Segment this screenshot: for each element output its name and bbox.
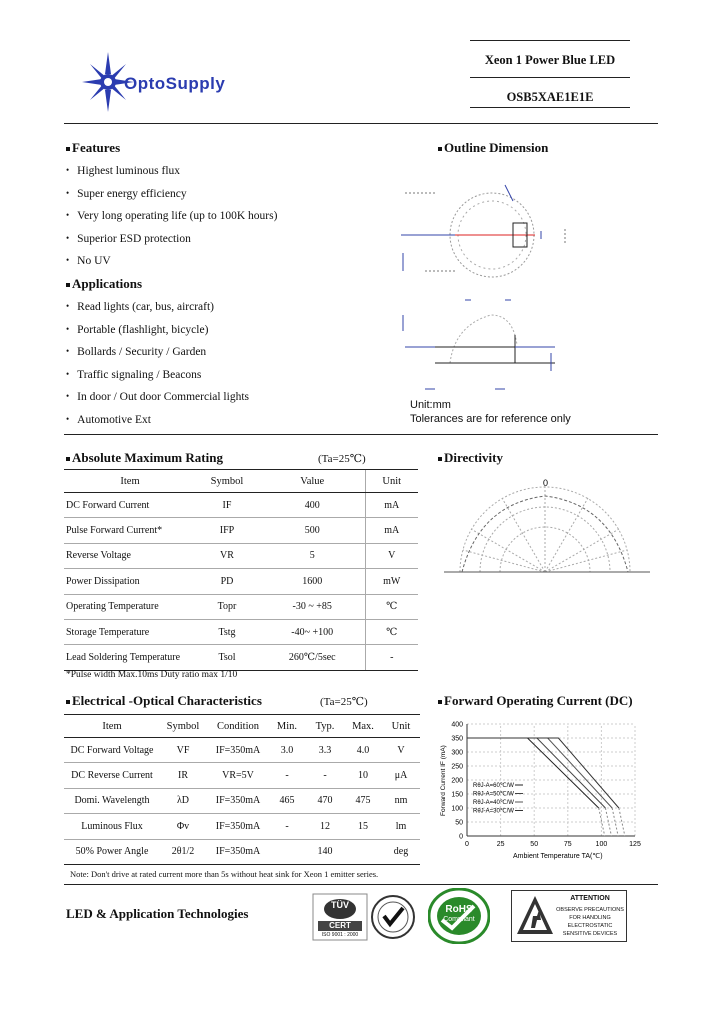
abs-max-condition: (Ta=25℃) <box>318 453 366 465</box>
list-item: • Very long operating life (up to 100K hours) <box>66 205 277 228</box>
certified-seal-badge <box>370 894 416 940</box>
list-item: • Highest luminous flux <box>66 160 277 183</box>
chart-xlabel: Ambient Temperature TA(℃) <box>513 853 603 860</box>
table-row: 50% Power Angle 2θ1/2 IF=350mA 140 deg <box>64 839 420 864</box>
y-tick-label: 350 <box>451 735 463 743</box>
outline-title: Outline Dimension <box>438 140 548 156</box>
esd-warning-icon <box>515 894 555 938</box>
abs-max-table <box>64 469 418 671</box>
rohs-label: RoHS <box>445 904 473 915</box>
list-item: • In door / Out door Commercial lights <box>66 386 249 409</box>
y-tick-label: 150 <box>451 791 463 799</box>
table-row: Operating Temperature Topr -30 ~ +85 ℃ <box>64 594 418 619</box>
table-row: Lead Soldering Temperature Tsol 260℃/5sec - <box>64 645 418 670</box>
series-line <box>467 738 612 808</box>
abs-max-footnote: *Pulse width Max.10ms Duty ratio max 1/10 <box>66 670 238 680</box>
table-row: Domi. Wavelength λD IF=350mA 465 470 475 nm <box>64 788 420 813</box>
series-line <box>467 738 599 808</box>
forward-chart-title: Forward Operating Current (DC) <box>438 693 633 709</box>
outline-drawing <box>395 175 585 400</box>
eo-title: Electrical -Optical Characteristics <box>66 693 262 709</box>
eo-table <box>64 714 420 865</box>
table-header-row: Item Symbol Value Unit <box>64 470 418 493</box>
legend-label: RθJ-A=40℃/W <box>473 800 514 806</box>
series-line <box>467 738 619 808</box>
tuv-sub: CERT <box>329 921 351 930</box>
x-tick-label: 50 <box>530 841 539 848</box>
x-tick-label: 125 <box>629 841 641 848</box>
list-item: • Read lights (car, bus, aircraft) <box>66 296 249 319</box>
y-tick-label: 100 <box>451 805 463 813</box>
legend-label: RθJ-A=30℃/W <box>473 808 514 815</box>
y-tick-label: 400 <box>451 721 463 729</box>
table-row: DC Reverse Current IR VR=5V - - 10 μA <box>64 763 420 788</box>
part-number: OSB5XAE1E1E <box>506 90 594 104</box>
abs-max-title: Absolute Maximum Rating <box>66 450 223 466</box>
attention-line2: FOR HANDLING <box>569 915 611 921</box>
x-tick-label: 25 <box>496 841 505 848</box>
series-line <box>467 738 605 808</box>
table-row: DC Forward Voltage VF IF=350mA 3.0 3.3 4.0 V <box>64 738 420 763</box>
legend-label: RθJ-A=60℃/W <box>473 783 514 789</box>
table-row: Reverse Voltage VR 5 V <box>64 543 418 568</box>
list-item: • Portable (flashlight, bicycle) <box>66 319 249 342</box>
directivity-title: Directivity <box>438 450 503 466</box>
y-tick-label: 300 <box>451 749 463 757</box>
attention-line1: OBSERVE PRECAUTIONS <box>556 907 624 913</box>
y-tick-label: 50 <box>455 819 463 827</box>
attention-line4: SENSITIVE DEVICES <box>562 931 618 937</box>
x-tick-label: 75 <box>563 841 572 848</box>
rohs-sub: Compliant <box>443 916 475 923</box>
tuv-cert-badge <box>312 893 368 941</box>
directivity-top-label: 0 <box>543 478 549 488</box>
applications-title: Applications <box>66 276 142 292</box>
features-list <box>66 160 277 273</box>
table-row: Pulse Forward Current* IFP 500 mA <box>64 518 418 543</box>
table-row: Power Dissipation PD 1600 mW <box>64 569 418 594</box>
list-item: • Super energy efficiency <box>66 183 277 206</box>
rohs-badge <box>428 888 490 944</box>
forward-current-chart <box>425 716 657 866</box>
list-item: • Automotive Ext <box>66 409 249 432</box>
chart-ylabel: Forward Current IF (mA) <box>440 745 447 816</box>
table-row: Storage Temperature Tstg -40~ +100 ℃ <box>64 619 418 644</box>
product-name: Xeon 1 Power Blue LED <box>484 53 616 67</box>
eo-condition: (Ta=25℃) <box>320 696 368 708</box>
esd-attention-badge <box>511 890 627 942</box>
y-tick-label: 200 <box>451 777 463 785</box>
y-tick-label: 0 <box>459 833 463 841</box>
x-tick-label: 100 <box>595 841 608 848</box>
features-title: Features <box>66 140 120 156</box>
y-tick-label: 250 <box>451 763 463 771</box>
tuv-label: TÜV <box>331 900 349 910</box>
tolerance-note: Tolerances are for reference only <box>410 413 571 425</box>
list-item: • Traffic signaling / Beacons <box>66 364 249 387</box>
table-row: DC Forward Current IF 400 mA <box>64 493 418 518</box>
x-tick-label: 0 <box>465 841 469 848</box>
directivity-chart <box>440 474 655 589</box>
attention-title: ATTENTION <box>570 895 610 902</box>
footer-company: LED & Application Technologies <box>66 906 249 921</box>
table-row: Luminous Flux Φv IF=350mA - 12 15 lm <box>64 814 420 839</box>
list-item: • Superior ESD protection <box>66 228 277 251</box>
table-header-row: Item Symbol Condition Min. Typ. Max. Unit <box>64 715 420 738</box>
eo-note: Note: Don't drive at rated current more than 5s without heat sink for Xeon 1 emitter series. <box>70 869 379 879</box>
list-item: • No UV <box>66 250 277 273</box>
brand-name: OptoSupply <box>124 74 226 93</box>
applications-list <box>66 296 249 432</box>
attention-line3: ELECTROSTATIC <box>567 923 613 929</box>
unit-note: Unit:mm <box>410 399 451 411</box>
iso-text: ISO 9001 : 2000 <box>321 932 359 938</box>
list-item: • Bollards / Security / Garden <box>66 341 249 364</box>
legend-label: RθJ-A=50℃/W <box>473 791 514 798</box>
